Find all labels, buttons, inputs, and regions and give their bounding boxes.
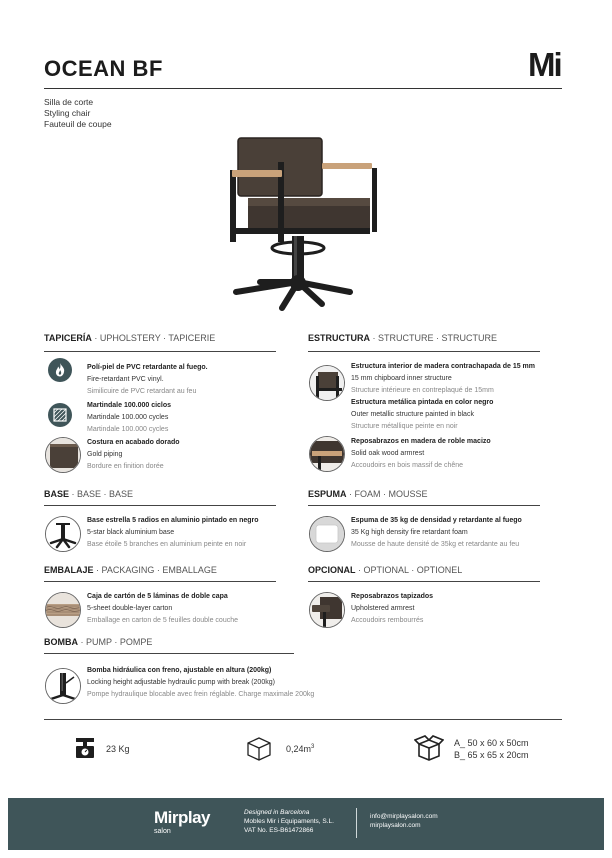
dimension-b: B_ 65 x 65 x 20cm <box>454 750 529 760</box>
section-pump-divider <box>44 653 294 654</box>
footer-designed: Designed in Barcelona <box>244 809 310 816</box>
base-1-es: Base estrella 5 radios en aluminio pintado en negro <box>87 517 259 524</box>
pump-1-en: Locking height adjustable hydraulic pump with break (200kg) <box>87 679 275 686</box>
section-upholstery-divider <box>44 351 276 352</box>
section-optional-divider <box>308 581 540 582</box>
upholstery-3-fr: Bordure en finition dorée <box>87 463 164 470</box>
structure-3-fr: Accoudoirs en bois massif de chêne <box>351 462 464 469</box>
section-foam-divider <box>308 505 540 506</box>
pump-1-es: Bomba hidráulica con freno, ajustable en altura (200kg) <box>87 667 272 674</box>
structure-1-en: 15 mm chipboard inner structure <box>351 375 452 382</box>
footer-web-link[interactable]: mirplaysalon.com <box>370 822 421 829</box>
base-1-fr: Base étoile 5 branches en aluminium peinte en noir <box>87 541 247 548</box>
section-structure-heading: ESTRUCTURA · STRUCTURE · STRUCTURE <box>308 333 497 343</box>
upholstery-1-en: Fire-retardant PVC vinyl. <box>87 376 164 383</box>
upholstery-3-es: Costura en acabado dorado <box>87 439 180 446</box>
upholstery-2-fr: Martindale 100.000 cycles <box>87 426 169 433</box>
structure-2-en: Outer metallic structure painted in black <box>351 411 474 418</box>
piping-seat-icon <box>45 437 81 473</box>
structure-1-es: Estructura interior de madera contrachapada de 15 mm <box>351 363 536 370</box>
weight-value: 23 Kg <box>106 744 130 754</box>
chair-structure-icon <box>309 365 345 401</box>
star-base-icon <box>45 516 81 552</box>
structure-2-fr: Structure métallique peinte en noir <box>351 423 458 430</box>
footer-contact <box>370 812 438 830</box>
subtitle-es: Silla de corte <box>44 97 94 107</box>
subtitle-en: Styling chair <box>44 108 91 118</box>
foam-1-en: 35 Kg high density fire retardant foam <box>351 529 468 536</box>
product-title: OCEAN BF <box>44 56 163 81</box>
section-structure-divider <box>308 351 540 352</box>
section-base-heading: BASE · BASE · BASE <box>44 489 134 499</box>
upholstery-3-en: Gold piping <box>87 451 123 458</box>
structure-1-fr: Structure intérieure en contreplaqué de 15mm <box>351 387 494 394</box>
fabric-texture-icon <box>48 403 72 427</box>
upholstery-2-es: Martindale 100.000 ciclos <box>87 402 172 409</box>
box-dimensions-icon <box>414 734 444 762</box>
footer-vat: VAT No. ES-B61472866 <box>244 827 314 834</box>
base-1-en: 5-star black aluminium base <box>87 529 175 536</box>
upholstery-1-es: Polí-piel de PVC retardante al fuego. <box>87 364 208 371</box>
section-upholstery-heading: TAPICERÍA · UPHOLSTERY · TAPICERIE <box>44 333 216 343</box>
hydraulic-pump-icon <box>45 668 81 704</box>
footer-bar <box>8 798 604 850</box>
footer-company-info <box>244 808 334 835</box>
header-divider <box>44 88 562 89</box>
upholstery-2-en: Martindale 100.000 cycles <box>87 414 169 421</box>
weight-scale-icon <box>73 736 97 760</box>
footer-brand-sub: salon <box>154 828 171 835</box>
structure-3-es: Reposabrazos en madera de roble macizo <box>351 438 491 445</box>
volume-value: $0,24m^3$ <box>286 744 315 754</box>
packaging-1-es: Caja de cartón de 5 láminas de doble capa <box>87 593 228 600</box>
section-optional-heading: OPCIONAL · OPTIONAL · OPTIONEL <box>308 565 463 575</box>
brand-logo: Mi <box>528 46 561 83</box>
section-pump-heading: BOMBA · PUMP · POMPE <box>44 637 153 647</box>
footer-company: Mobles Mir i Equipaments, S.L. <box>244 818 334 825</box>
optional-1-fr: Accoudoirs rembourrés <box>351 617 424 624</box>
specs-divider <box>44 719 562 720</box>
section-packaging-divider <box>44 581 276 582</box>
footer-brand: Mirplay <box>154 808 211 827</box>
volume-cube-icon <box>245 735 273 763</box>
flame-icon <box>48 358 72 382</box>
dimension-a: A_ 50 x 60 x 50cm <box>454 738 529 748</box>
section-base-divider <box>44 505 276 506</box>
packaging-1-en: 5-sheet double-layer carton <box>87 605 173 612</box>
section-packaging-heading: EMBALAJE · PACKAGING · EMBALLAGE <box>44 565 217 575</box>
optional-1-en: Upholstered armrest <box>351 605 415 612</box>
carton-icon <box>45 592 81 628</box>
foam-block-icon <box>309 516 345 552</box>
wood-armrest-icon <box>309 436 345 472</box>
pump-1-fr: Pompe hydraulique blocable avec frein réglable. Charge maximale 200kg <box>87 691 315 698</box>
upholstery-1-fr: Similicuire de PVC retardant au feu <box>87 388 197 395</box>
footer-separator <box>356 808 357 838</box>
optional-1-es: Reposabrazos tapizados <box>351 593 434 600</box>
section-foam-heading: ESPUMA · FOAM · MOUSSE <box>308 489 428 499</box>
foam-1-fr: Mousse de haute densité de 35kg et retardante au feu <box>351 541 520 548</box>
upholstered-armrest-icon <box>309 592 345 628</box>
subtitle-fr: Fauteuil de coupe <box>44 119 112 129</box>
packaging-1-fr: Emballage en carton de 5 feuilles double couche <box>87 617 238 624</box>
footer-email-link[interactable]: info@mirplaysalon.com <box>370 813 438 820</box>
structure-3-en: Solid oak wood armrest <box>351 450 425 457</box>
foam-1-es: Espuma de 35 kg de densidad y retardante al fuego <box>351 517 522 524</box>
structure-2-es: Estructura metálica pintada en color negro <box>351 399 494 406</box>
chair-photo <box>222 132 382 312</box>
